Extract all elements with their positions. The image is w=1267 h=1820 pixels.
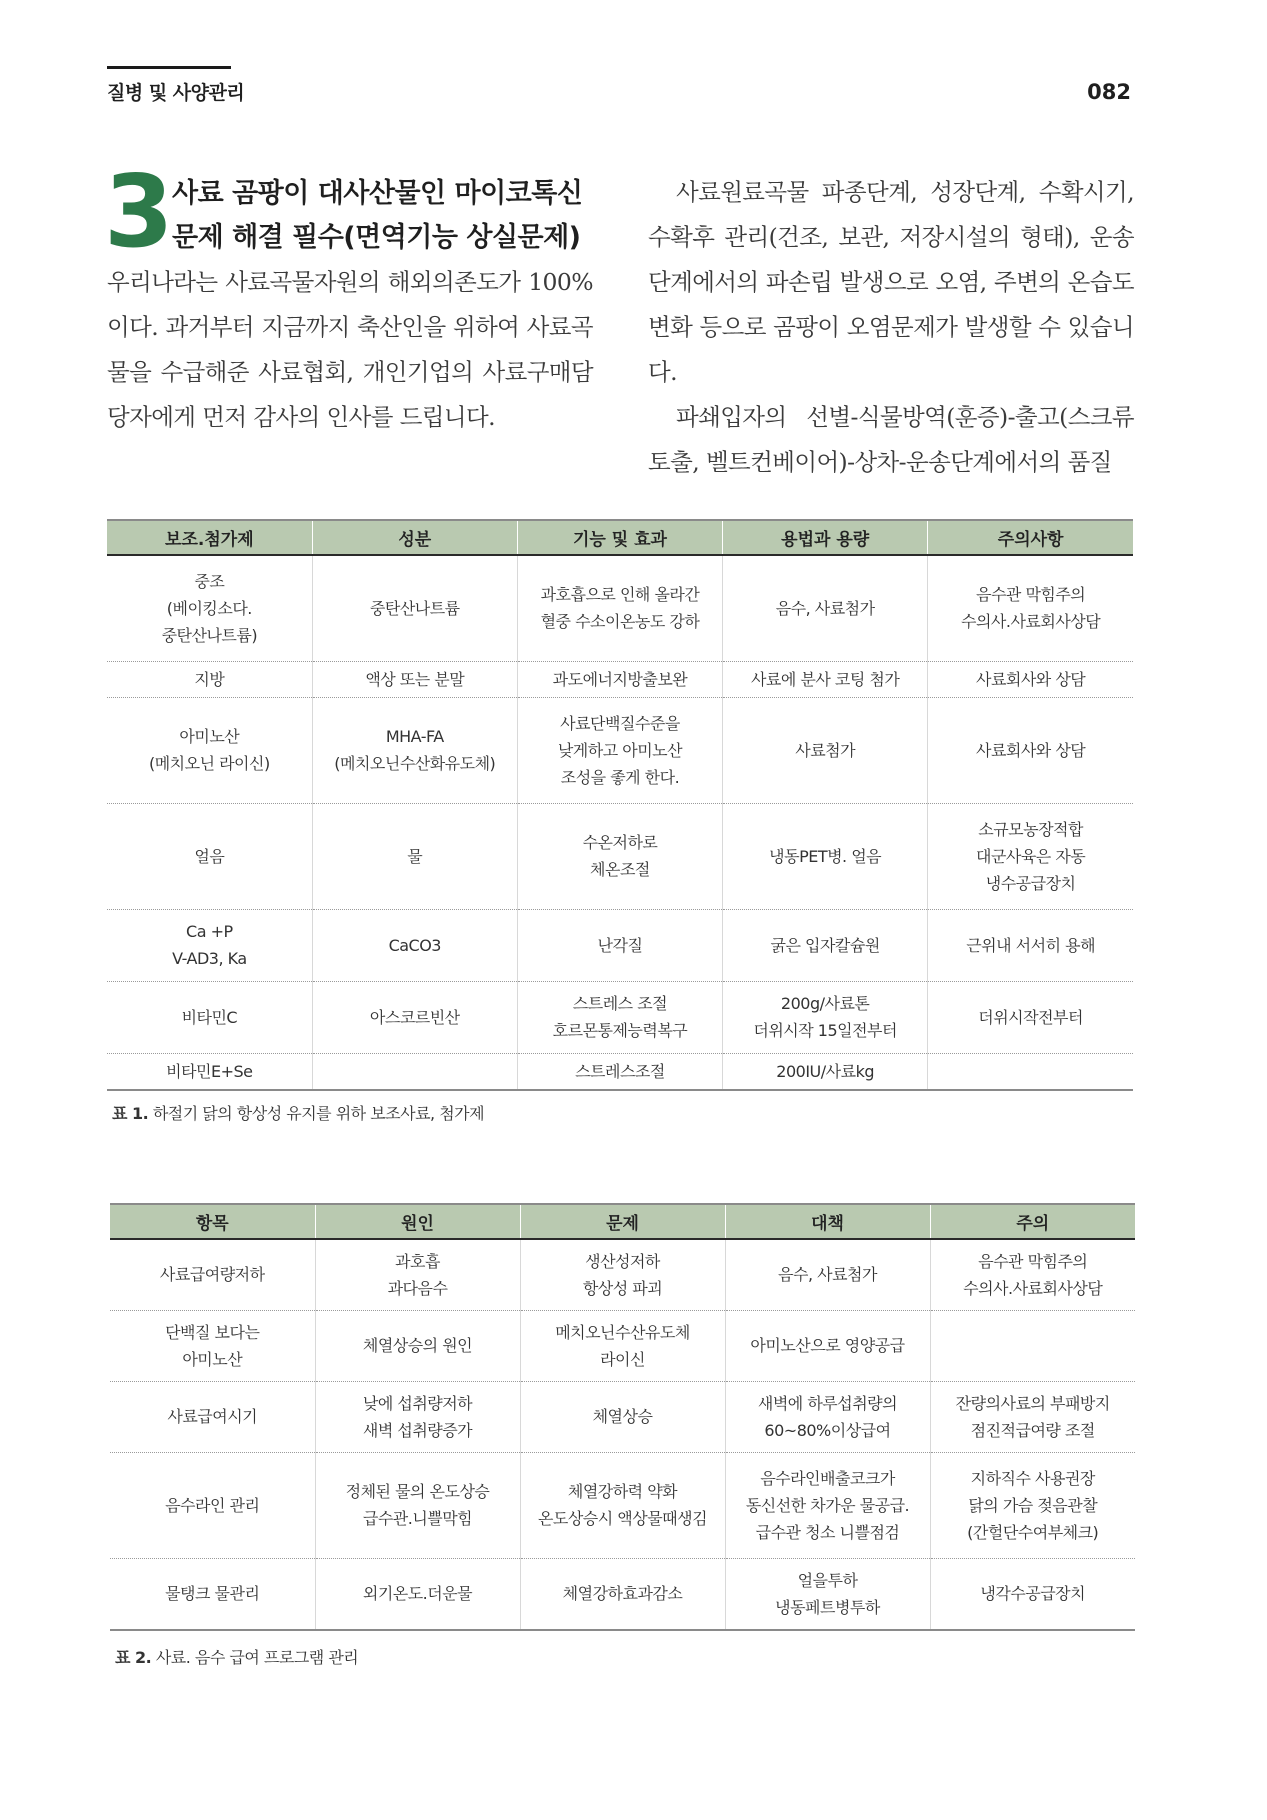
table-cell: 얼음 xyxy=(107,803,312,909)
table-header-cell: 보조.첨가제 xyxy=(107,520,312,555)
table1-caption xyxy=(112,1101,484,1124)
table-row xyxy=(110,1381,1135,1452)
table-cell: 과호흡 과다음수 xyxy=(315,1239,520,1310)
supplement-table xyxy=(107,519,1133,1091)
table-cell: 생산성저하 항상성 파괴 xyxy=(520,1239,725,1310)
table-row xyxy=(107,981,1133,1053)
table-row xyxy=(107,697,1133,803)
table-cell: 소규모농장적합 대군사육은 자동 냉수공급장치 xyxy=(928,803,1133,909)
table-cell: 체열상승의 원인 xyxy=(315,1310,520,1381)
table-cell: 사료급여량저하 xyxy=(110,1239,315,1310)
table-cell: 음수, 사료첨가 xyxy=(723,555,928,661)
table-header-cell: 주의사항 xyxy=(928,520,1133,555)
table-header-cell: 주의 xyxy=(930,1204,1135,1239)
table-cell: 비타민E+Se xyxy=(107,1053,312,1090)
table-cell: 사료에 분사 코팅 첨가 xyxy=(723,661,928,697)
table-cell: 중조 (베이킹소다. 중탄산나트륨) xyxy=(107,555,312,661)
table-row xyxy=(107,909,1133,981)
table-cell: 음수관 막힘주의 수의사.사료회사상담 xyxy=(928,555,1133,661)
feeding-program-table xyxy=(110,1203,1135,1631)
table-cell: 아미노산으로 영양공급 xyxy=(725,1310,930,1381)
article-heading: 사료 곰팡이 대사산물인 마이코톡신 문제 해결 필수(면역기능 상실문제) xyxy=(172,178,583,253)
table-cell: 음수라인 관리 xyxy=(110,1452,315,1558)
table-cell: 아미노산 (메치오닌 라이신) xyxy=(107,697,312,803)
table-cell: 비타민C xyxy=(107,981,312,1053)
table-cell: 난각질 xyxy=(517,909,722,981)
table-cell: 냉각수공급장치 xyxy=(930,1558,1135,1630)
table-cell: 200g/사료톤 더위시작 15일전부터 xyxy=(723,981,928,1053)
table-cell: 체열상승 xyxy=(520,1381,725,1452)
table-cell: 더위시작전부터 xyxy=(928,981,1133,1053)
right-paragraph-1: 사료원료곡물 파종단계, 성장단계, 수확시기, 수확후 관리(건조, 보관, 저장시설의 형태), 운송단계에서의 파손립 발생으로 오염, 주변의 온습도 변화 등으로 곰팡이 오염문제가 발생할 수 있습니다. xyxy=(648,178,1134,386)
table2-caption xyxy=(115,1645,358,1668)
table-row xyxy=(110,1452,1135,1558)
table-cell: Ca +P V-AD3, Ka xyxy=(107,909,312,981)
table-cell: 근위내 서서히 용해 xyxy=(928,909,1133,981)
caption-text: 사료. 음수 급여 프로그램 관리 xyxy=(155,1648,359,1667)
table-cell: 과도에너지방출보완 xyxy=(517,661,722,697)
table-row xyxy=(107,803,1133,909)
table-cell: 물 xyxy=(312,803,517,909)
table-cell: CaCO3 xyxy=(312,909,517,981)
table-header-cell: 성분 xyxy=(312,520,517,555)
page-number: 082 xyxy=(1087,80,1131,104)
table-header-cell: 대책 xyxy=(725,1204,930,1239)
table-cell: 사료첨가 xyxy=(723,697,928,803)
table-cell: 음수라인배출코크가 동신선한 차가운 물공급. 급수관 청소 니쁠점검 xyxy=(725,1452,930,1558)
table-cell: 물탱크 물관리 xyxy=(110,1558,315,1630)
table-header-cell: 기능 및 효과 xyxy=(517,520,722,555)
table-cell: 굵은 입자칼슘원 xyxy=(723,909,928,981)
table-cell: 체열강하효과감소 xyxy=(520,1558,725,1630)
table-cell: 200IU/사료kg xyxy=(723,1053,928,1090)
table-cell: 지하직수 사용권장 닭의 가슴 젖음관찰 (간헐단수여부체크) xyxy=(930,1452,1135,1558)
table-cell xyxy=(930,1310,1135,1381)
table-row xyxy=(110,1558,1135,1630)
table-cell: 음수, 사료첨가 xyxy=(725,1239,930,1310)
table-header-cell: 항목 xyxy=(110,1204,315,1239)
table-header-cell: 원인 xyxy=(315,1204,520,1239)
section-label: 질병 및 사양관리 xyxy=(107,82,245,104)
table-cell: 외기온도.더운물 xyxy=(315,1558,520,1630)
table-cell: 스트레스조절 xyxy=(517,1053,722,1090)
table-cell: 사료급여시기 xyxy=(110,1381,315,1452)
left-paragraph: 우리나라는 사료곡물자원의 해외의존도가 100%이다. 과거부터 지금까지 축산인을 위하여 사료곡물을 수급해준 사료협회, 개인기업의 사료구매담당자에게 먼저 감사의 인사를 드립니다. xyxy=(107,268,593,431)
table-cell: 낮에 섭취량저하 새벽 섭취량증가 xyxy=(315,1381,520,1452)
table-row xyxy=(107,1053,1133,1090)
table-cell: 냉동PET병. 얼음 xyxy=(723,803,928,909)
table-cell: 새벽에 하루섭취량의 60~80%이상급여 xyxy=(725,1381,930,1452)
table-cell: 스트레스 조절 호르몬통제능력복구 xyxy=(517,981,722,1053)
table-row xyxy=(110,1239,1135,1310)
table-row xyxy=(107,555,1133,661)
table-cell: 지방 xyxy=(107,661,312,697)
table-header-row xyxy=(107,520,1133,555)
table-cell: 아스코르빈산 xyxy=(312,981,517,1053)
table-cell: 중탄산나트륨 xyxy=(312,555,517,661)
table-header-cell: 문제 xyxy=(520,1204,725,1239)
table-cell: 정체된 물의 온도상승 급수관.니쁠막힘 xyxy=(315,1452,520,1558)
table-cell xyxy=(928,1053,1133,1090)
article-number: 3 xyxy=(104,153,174,270)
table-header-row xyxy=(110,1204,1135,1239)
header-rule xyxy=(107,66,231,69)
table-cell: 음수관 막힘주의 수의사.사료회사상담 xyxy=(930,1239,1135,1310)
table-cell: 사료회사와 상담 xyxy=(928,697,1133,803)
table-cell: 수온저하로 체온조절 xyxy=(517,803,722,909)
table-cell: 메치오닌수산유도체 라이신 xyxy=(520,1310,725,1381)
caption-text: 하절기 닭의 항상성 유지를 위하 보조사료, 첨가제 xyxy=(152,1104,485,1123)
table-cell: 잔량의사료의 부패방지 점진적급여량 조절 xyxy=(930,1381,1135,1452)
right-column xyxy=(648,170,1134,485)
table-cell: 사료단백질수준을 낮게하고 아미노산 조성을 좋게 한다. xyxy=(517,697,722,803)
table-cell: 얼을투하 냉동페트병투하 xyxy=(725,1558,930,1630)
left-column xyxy=(107,260,593,440)
caption-label: 표 2. xyxy=(115,1648,152,1667)
table-header-cell: 용법과 용량 xyxy=(723,520,928,555)
caption-label: 표 1. xyxy=(112,1104,149,1123)
table-row xyxy=(110,1310,1135,1381)
table-cell: 액상 또는 분말 xyxy=(312,661,517,697)
table-cell: MHA-FA (메치오닌수산화유도체) xyxy=(312,697,517,803)
table-row xyxy=(107,661,1133,697)
table-cell: 과호흡으로 인해 올라간 혈중 수소이온농도 강하 xyxy=(517,555,722,661)
table-cell: 체열강하력 약화 온도상승시 액상물때생김 xyxy=(520,1452,725,1558)
table-cell xyxy=(312,1053,517,1090)
table-cell: 단백질 보다는 아미노산 xyxy=(110,1310,315,1381)
table-cell: 사료회사와 상담 xyxy=(928,661,1133,697)
right-paragraph-2: 파쇄입자의 선별-식물방역(훈증)-출고(스크류토출, 벨트컨베이어)-상차-운송단계에서의 품질 xyxy=(648,403,1134,476)
